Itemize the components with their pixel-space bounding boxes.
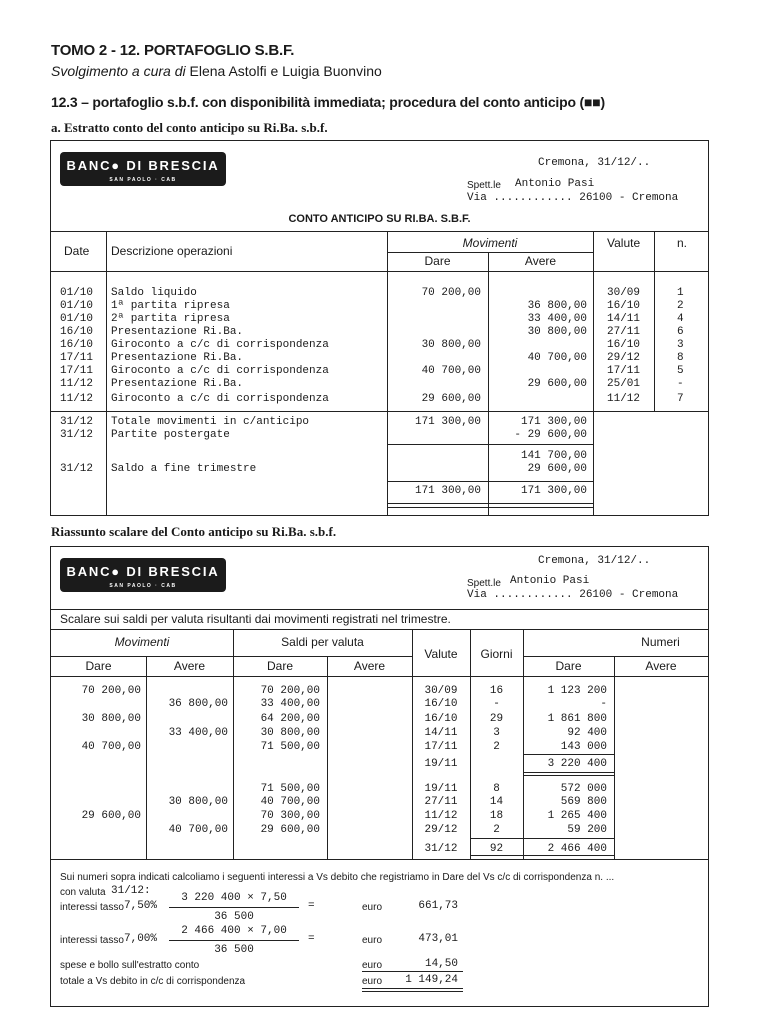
row-valuta: 30/09 <box>607 287 641 299</box>
col-mov-dare: Dare <box>85 659 112 673</box>
total-avere: 171 300,00 <box>520 416 587 428</box>
giorni: 16 <box>489 685 504 697</box>
valuta: 17/11 <box>424 741 458 753</box>
interessi-2-den: 36 500 <box>214 944 254 956</box>
row-date: 01/10 <box>60 313 94 325</box>
spese-label: spese e bollo sull'estratto conto <box>60 960 200 971</box>
interessi-1-den: 36 500 <box>214 911 254 923</box>
col-saldi-dare: Dare <box>266 659 293 673</box>
bank-tagline: SAN PAOLO · CAB <box>109 583 177 589</box>
col-saldi: Saldi per valuta <box>281 635 364 649</box>
totale-label: totale a Vs debito in c/c di corrispondenza <box>60 976 246 987</box>
total-giorni: 92 <box>489 843 504 855</box>
interessi-1-label: interessi tasso <box>60 902 124 913</box>
mov-dare: 30 800,00 <box>81 713 141 725</box>
row-dare: 30 800,00 <box>421 339 481 351</box>
scalare-frame <box>50 546 709 1007</box>
interessi-2-rate: 7,00% <box>124 933 158 945</box>
row-desc: 1ª partita ripresa <box>111 300 230 312</box>
row-valuta: 16/10 <box>607 300 641 312</box>
interessi-2-value: 473,01 <box>418 933 458 945</box>
valuta: 16/10 <box>424 698 458 710</box>
row-date: 16/10 <box>60 326 94 338</box>
recipient-address: Via ............ 26100 - Cremona <box>467 192 679 204</box>
row-valuta: 14/11 <box>607 313 641 325</box>
row-desc: 2ª partita ripresa <box>111 313 230 325</box>
giorni: 14 <box>489 796 504 808</box>
estratto-title: CONTO ANTICIPO SU RI.BA. S.B.F. <box>288 213 471 225</box>
interessi-1-currency: euro <box>362 902 383 913</box>
saldo-dare: 29 600,00 <box>260 824 320 836</box>
interessi-intro: Sui numeri sopra indicati calcoliamo i seguenti interessi a Vs debito che registriamo in Dare del Vs c/c di corrispondenza n. ... <box>60 872 615 883</box>
col-desc: Descrizione operazioni <box>111 244 233 258</box>
row-date: 11/12 <box>60 393 94 405</box>
row-avere: 29 600,00 <box>527 378 587 390</box>
giorni: - <box>493 698 500 710</box>
part-b-title: Riassunto scalare del Conto anticipo su Ri.Ba. s.b.f. <box>51 524 337 539</box>
col-num-avere: Avere <box>645 659 677 673</box>
subtotal-avere: 141 700,00 <box>520 450 587 462</box>
row-n: 3 <box>677 339 684 351</box>
row-valuta: 29/12 <box>607 352 641 364</box>
block1-valuta: 19/11 <box>424 758 458 770</box>
total-date: 31/12 <box>60 416 94 428</box>
spett-label: Spett.le <box>467 180 501 191</box>
saldo-dare: 71 500,00 <box>260 783 320 795</box>
valuta-label: con valuta <box>60 887 106 898</box>
mov-dare: 70 200,00 <box>81 685 141 697</box>
row-date: 16/10 <box>60 339 94 351</box>
numeri-dare: 143 000 <box>560 741 607 753</box>
total-dare: 171 300,00 <box>414 416 481 428</box>
interessi-1-eq: = <box>308 900 315 912</box>
place-date: Cremona, 31/12/.. <box>538 157 651 169</box>
row-date: 11/12 <box>60 378 94 390</box>
saldo-dare: 71 500,00 <box>260 741 320 753</box>
col-mov-avere: Avere <box>173 659 206 673</box>
row-valuta: 17/11 <box>607 365 641 377</box>
tomo-title: TOMO 2 - 12. PORTAFOGLIO S.B.F. <box>51 42 295 59</box>
row-n: 6 <box>677 326 684 338</box>
row-desc: Presentazione Ri.Ba. <box>111 352 244 364</box>
row-avere: 40 700,00 <box>527 352 587 364</box>
saldo-date: 31/12 <box>60 463 94 475</box>
valuta: 27/11 <box>424 796 458 808</box>
interessi-2-eq: = <box>308 933 315 945</box>
recipient-name: Antonio Pasi <box>510 575 590 587</box>
giorni: 8 <box>493 783 500 795</box>
row-avere: 33 400,00 <box>527 313 587 325</box>
mov-dare: 29 600,00 <box>81 810 141 822</box>
col-movimenti: Movimenti <box>114 635 170 649</box>
giorni: 3 <box>493 727 500 739</box>
total-desc: Totale movimenti in c/anticipo <box>111 416 310 428</box>
spese-currency: euro <box>362 960 383 971</box>
recipient-address: Via ............ 26100 - Cremona <box>467 589 679 601</box>
row-dare: 29 600,00 <box>421 393 481 405</box>
total-numeri: 2 466 400 <box>547 843 607 855</box>
bank-name: BANC● DI BRESCIA <box>66 564 220 579</box>
saldo-dare: 33 400,00 <box>260 698 320 710</box>
row-valuta: 27/11 <box>607 326 641 338</box>
estratto-conto-frame <box>50 140 709 516</box>
row-desc: Saldo liquido <box>111 287 197 299</box>
mov-avere: 36 800,00 <box>168 698 228 710</box>
saldo-dare: 70 200,00 <box>260 685 320 697</box>
col-valute: Valute <box>424 647 458 661</box>
saldo-desc: Saldo a fine trimestre <box>111 463 257 475</box>
numeri-dare: 59 200 <box>567 824 607 836</box>
col-saldi-avere: Avere <box>353 659 386 673</box>
final-avere: 171 300,00 <box>520 485 587 497</box>
part-a-title: a. Estratto conto del conto anticipo su Ri.Ba. s.b.f. <box>51 120 328 135</box>
interessi-1-value: 661,73 <box>418 900 458 912</box>
mov-avere: 30 800,00 <box>168 796 228 808</box>
postergate-avere: - 29 600,00 <box>514 429 587 441</box>
row-avere: 30 800,00 <box>527 326 587 338</box>
col-n: n. <box>677 236 688 250</box>
postergate-desc: Partite postergate <box>111 429 230 441</box>
row-n: 8 <box>677 352 684 364</box>
row-date: 17/11 <box>60 352 94 364</box>
giorni: 2 <box>493 824 500 836</box>
saldo-avere: 29 600,00 <box>527 463 587 475</box>
end-valuta: 31/12 <box>424 843 458 855</box>
postergate-date: 31/12 <box>60 429 94 441</box>
numeri-dare: 1 861 800 <box>547 713 607 725</box>
row-desc: Presentazione Ri.Ba. <box>111 326 244 338</box>
numeri-dare: 569 800 <box>560 796 607 808</box>
row-date: 01/10 <box>60 287 94 299</box>
row-n: 5 <box>677 365 684 377</box>
spett-label: Spett.le <box>467 578 501 589</box>
row-valuta: 25/01 <box>607 378 641 390</box>
row-n: 4 <box>677 313 684 325</box>
row-dare: 40 700,00 <box>421 365 481 377</box>
mov-avere: 40 700,00 <box>168 824 228 836</box>
numeri-dare: 92 400 <box>567 727 607 739</box>
col-num-dare: Dare <box>555 659 582 673</box>
section-title: 12.3 – portafoglio s.b.f. con disponibilità immediata; procedura del conto anticipo (■■) <box>51 94 605 110</box>
subtitle <box>51 63 382 79</box>
giorni: 29 <box>489 713 504 725</box>
col-date: Date <box>64 244 90 258</box>
final-dare: 171 300,00 <box>414 485 481 497</box>
row-valuta: 16/10 <box>607 339 641 351</box>
mov-avere: 33 400,00 <box>168 727 228 739</box>
col-numeri: Numeri <box>641 635 680 649</box>
row-desc: Giroconto a c/c di corrispondenza <box>111 339 329 351</box>
col-movimenti: Movimenti <box>462 236 518 250</box>
place-date: Cremona, 31/12/.. <box>538 555 651 567</box>
saldo-dare: 40 700,00 <box>260 796 320 808</box>
saldo-dare: 64 200,00 <box>260 713 320 725</box>
giorni: 18 <box>489 810 504 822</box>
saldo-dare: 30 800,00 <box>260 727 320 739</box>
row-desc: Giroconto a c/c di corrispondenza <box>111 393 329 405</box>
valuta: 16/10 <box>424 713 458 725</box>
row-date: 17/11 <box>60 365 94 377</box>
row-date: 01/10 <box>60 300 94 312</box>
bank-logo <box>60 152 226 186</box>
subtitle-authors: Elena Astolfi e Luigia Buonvino <box>185 63 382 79</box>
row-desc: Giroconto a c/c di corrispondenza <box>111 365 329 377</box>
col-dare: Dare <box>424 254 451 268</box>
valuta-value: 31/12: <box>111 885 151 897</box>
interessi-1-num: 3 220 400 × 7,50 <box>181 892 287 904</box>
numeri-dare: 572 000 <box>560 783 607 795</box>
row-desc: Presentazione Ri.Ba. <box>111 378 244 390</box>
subtitle-italic: Svolgimento a cura di <box>51 63 186 79</box>
col-avere: Avere <box>524 254 557 268</box>
valuta: 11/12 <box>424 810 458 822</box>
row-n: 2 <box>677 300 684 312</box>
row-n: - <box>677 378 684 390</box>
recipient-name: Antonio Pasi <box>515 178 595 190</box>
interessi-2-num: 2 466 400 × 7,00 <box>181 925 287 937</box>
valuta: 29/12 <box>424 824 458 836</box>
row-n: 1 <box>677 287 684 299</box>
numeri-dare: 1 123 200 <box>547 685 607 697</box>
mov-dare: 40 700,00 <box>81 741 141 753</box>
block1-total: 3 220 400 <box>547 758 607 770</box>
bank-tagline: SAN PAOLO · CAB <box>109 177 177 183</box>
row-dare: 70 200,00 <box>421 287 481 299</box>
totale-currency: euro <box>362 976 383 987</box>
bank-logo <box>60 558 226 592</box>
valuta: 14/11 <box>424 727 458 739</box>
row-valuta: 11/12 <box>607 393 641 405</box>
interessi-1-rate: 7,50% <box>124 900 158 912</box>
numeri-dare: - <box>600 698 607 710</box>
scalare-intro: Scalare sui saldi per valuta risultanti dai movimenti registrati nel trimestre. <box>60 612 451 626</box>
spese-value: 14,50 <box>424 958 458 970</box>
col-valute: Valute <box>607 236 641 250</box>
totale-value: 1 149,24 <box>405 974 458 986</box>
bank-name: BANC● DI BRESCIA <box>66 158 220 173</box>
numeri-dare: 1 265 400 <box>547 810 607 822</box>
saldo-dare: 70 300,00 <box>260 810 320 822</box>
valuta: 30/09 <box>424 685 458 697</box>
row-n: 7 <box>677 393 684 405</box>
col-giorni: Giorni <box>480 647 513 661</box>
interessi-2-currency: euro <box>362 935 383 946</box>
row-avere: 36 800,00 <box>527 300 587 312</box>
giorni: 2 <box>493 741 500 753</box>
interessi-2-label: interessi tasso <box>60 935 124 946</box>
valuta: 19/11 <box>424 783 458 795</box>
